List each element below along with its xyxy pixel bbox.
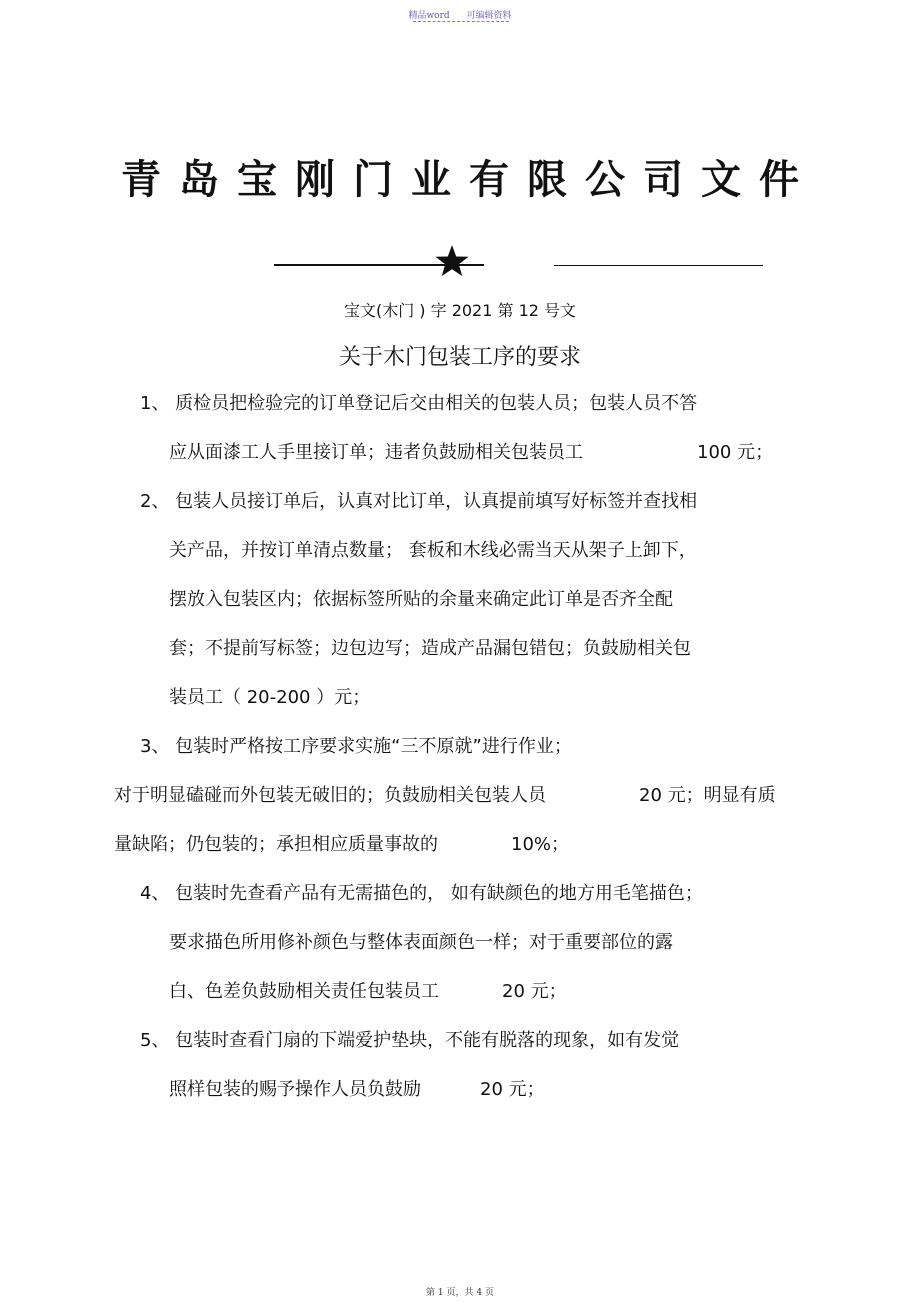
item-4-line-3: 白、色差负鼓励相关责任包装员工 [169, 981, 439, 1002]
item-2-line-3: 摆放入包装区内；依据标签所贴的余量来确定此订单是否齐全配 [169, 589, 673, 610]
item-4-amount: 20 元； [502, 981, 567, 1002]
item-4-line-2: 要求描色所用修补颜色与整体表面颜色一样；对于重要部位的露 [169, 932, 673, 953]
header-note-right: 可编辑资料 [466, 11, 512, 21]
item-2-line-5: 装员工（ 20-200 ）元； [169, 687, 371, 708]
item-5-line-1: 5、 包装时查看门扇的下端爱护垫块，不能有脱落的现象，如有发觉 [140, 1030, 680, 1051]
item-3-line-2-tail: 20 元；明显有质 [639, 785, 776, 806]
item-5-line-2: 照样包装的赐予操作人员负鼓励 [169, 1079, 421, 1100]
item-1-line-2: 应从面漆工人手里接订单；违者负鼓励相关包装员工 [169, 442, 583, 463]
document-number: 宝文(木门 ) 字 2021 第 12 号文 [343, 301, 577, 320]
header-note [0, 8, 920, 21]
item-1-amount: 100 元； [697, 442, 774, 463]
title-rule-right [554, 265, 763, 266]
item-4-line-1: 4、 包装时先查看产品有无需描色的， 如有缺颜色的地方用毛笔描色； [140, 883, 703, 904]
item-3-line-3: 量缺陷；仍包装的；承担相应质量事故的 [114, 834, 438, 855]
document-title: 青岛宝刚门业有限公司文件 [121, 157, 817, 203]
item-3-line-1: 3、 包装时严格按工序要求实施“三不原就”进行作业； [140, 736, 572, 757]
document-subject: 关于木门包装工序的要求 [338, 345, 581, 370]
star-icon [434, 243, 470, 279]
header-divider [413, 21, 509, 22]
item-1-line-1: 1、 质检员把检验完的订单登记后交由相关的包装人员；包装人员不答 [140, 393, 698, 414]
header-note-left: 精品word [408, 11, 450, 21]
item-2-line-4: 套；不提前写标签；边包边写；造成产品漏包错包；负鼓励相关包 [169, 638, 691, 659]
item-2-line-1: 2、 包装人员接订单后，认真对比订单，认真提前填写好标签并查找相 [140, 491, 698, 512]
item-5-amount: 20 元； [480, 1079, 545, 1100]
item-3-line-2: 对于明显磕碰而外包装无破旧的；负鼓励相关包装人员 [114, 785, 546, 806]
page-footer: 第 1 页，共 4 页 [426, 1288, 494, 1298]
item-2-line-2: 关产品，并按订单清点数量； 套板和木线必需当天从架子上卸下， [169, 540, 697, 561]
item-3-percent: 10%； [511, 834, 570, 855]
